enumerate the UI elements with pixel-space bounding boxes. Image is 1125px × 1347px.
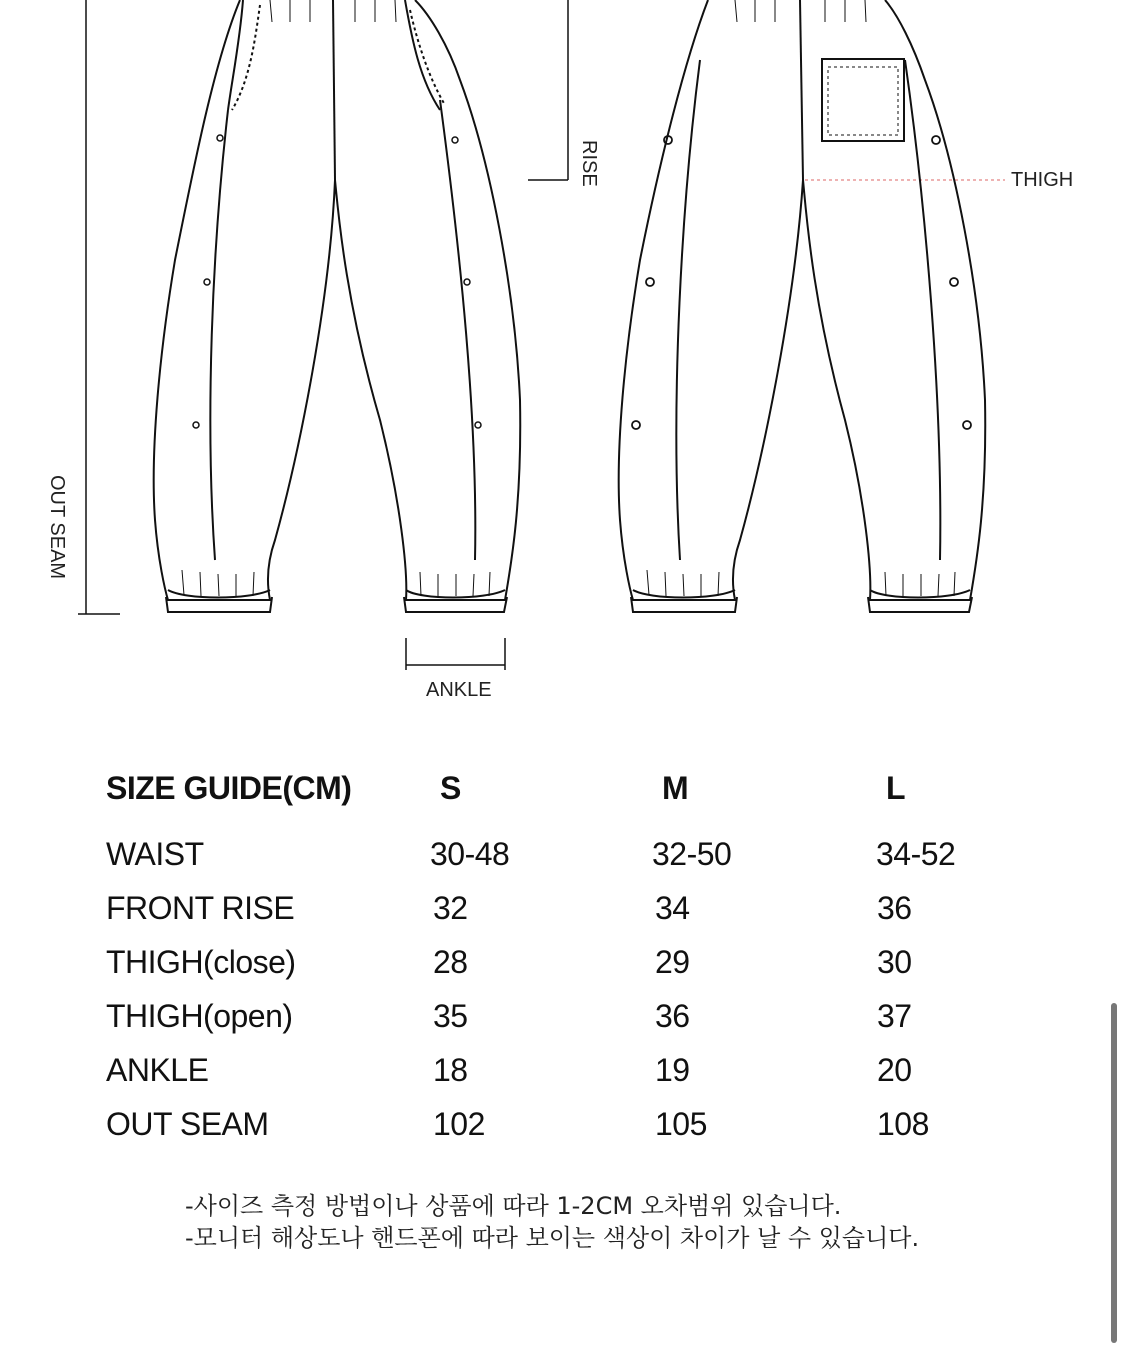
- note-line: -모니터 해상도나 핸드폰에 따라 보이는 색상이 차이가 날 수 있습니다.: [185, 1224, 920, 1252]
- value-l: 36: [877, 890, 912, 926]
- back-view: [619, 0, 986, 612]
- row-label: ANKLE: [106, 1052, 209, 1088]
- row-label: FRONT RISE: [106, 890, 295, 926]
- value-m: 19: [655, 1052, 690, 1088]
- value-m: 36: [655, 998, 690, 1034]
- value-l: 108: [877, 1106, 929, 1142]
- value-s: 32: [433, 890, 468, 926]
- value-s: 28: [433, 944, 468, 980]
- value-l: 34-52: [876, 836, 956, 872]
- rise-label: RISE: [578, 140, 600, 187]
- value-s: 30-48: [430, 836, 510, 872]
- value-l: 37: [877, 998, 912, 1034]
- rise-line: [528, 0, 568, 180]
- size-guide-header-row: [106, 768, 1046, 808]
- thigh-label: THIGH: [1011, 169, 1074, 191]
- table-row: [106, 834, 1046, 874]
- value-m: 105: [655, 1106, 707, 1142]
- row-label: THIGH(close): [106, 944, 296, 980]
- value-l: 20: [877, 1052, 912, 1088]
- out-seam-line: [78, 0, 120, 614]
- table-row: [106, 996, 1046, 1036]
- value-s: 35: [433, 998, 468, 1034]
- ankle-label: ANKLE: [426, 679, 492, 701]
- front-view: [154, 0, 521, 612]
- value-l: 30: [877, 944, 912, 980]
- row-label: THIGH(open): [106, 998, 293, 1034]
- note-line: -사이즈 측정 방법이나 상품에 따라 1-2CM 오차범위 있습니다.: [185, 1192, 842, 1220]
- table-row: [106, 942, 1046, 982]
- scrollbar[interactable]: [1111, 1003, 1117, 1343]
- ankle-line: [406, 638, 505, 670]
- table-row: [106, 1050, 1046, 1090]
- row-label: OUT SEAM: [106, 1106, 269, 1142]
- value-m: 32-50: [652, 836, 732, 872]
- size-guide-title: SIZE GUIDE(CM): [106, 770, 352, 806]
- size-header-l: L: [886, 770, 906, 806]
- value-s: 18: [433, 1052, 468, 1088]
- out-seam-label: OUT SEAM: [46, 475, 68, 580]
- value-m: 29: [655, 944, 690, 980]
- value-s: 102: [433, 1106, 485, 1142]
- size-notes: [185, 1190, 919, 1254]
- size-header-s: S: [440, 770, 461, 806]
- table-row: [106, 1104, 1046, 1144]
- row-label: WAIST: [106, 836, 204, 872]
- table-row: [106, 888, 1046, 928]
- value-m: 34: [655, 890, 690, 926]
- size-header-m: M: [662, 770, 689, 806]
